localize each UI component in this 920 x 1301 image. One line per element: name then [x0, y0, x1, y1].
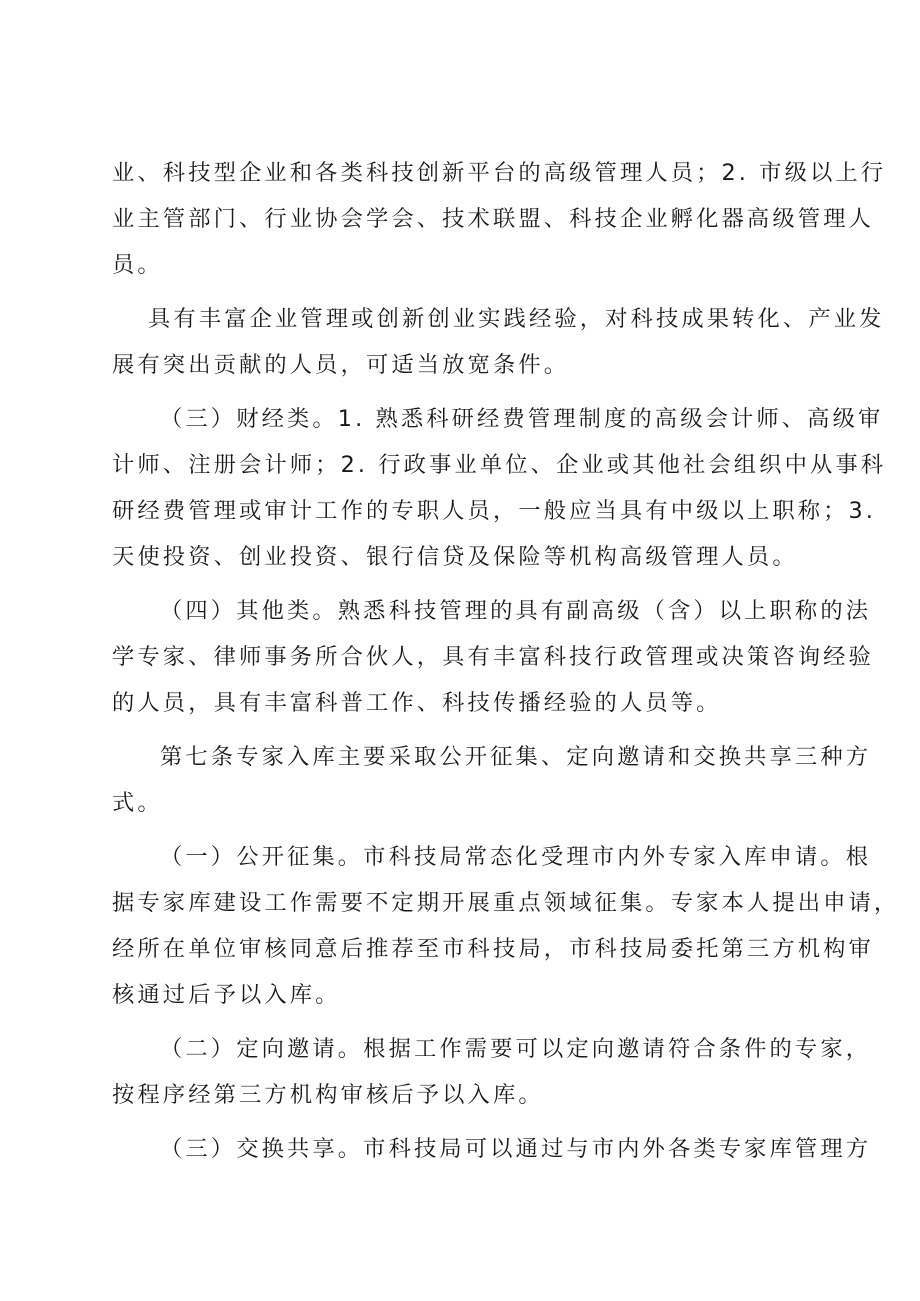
paragraph-exchange-sharing: [112, 1126, 872, 1172]
text-line: 业、科技型企业和各类科技创新平台的高级管理人员；2. 市级以上行: [112, 160, 887, 186]
text-line: 按程序经第三方机构审核后予以入库。: [112, 1082, 544, 1108]
text-line: 员。: [112, 252, 163, 278]
paragraph-qualifications-continued: [112, 150, 887, 288]
text-line: （一）公开征集。市科技局常态化受理市内外专家入库申请。根: [160, 844, 872, 870]
text-line: （二）定向邀请。根据工作需要可以定向邀请符合条件的专家，: [160, 1036, 872, 1062]
paragraph-public-solicitation: [112, 834, 900, 1018]
text-line: 研经费管理或审计工作的专职人员，一般应当具有中级以上职称；3.: [112, 498, 876, 524]
paragraph-relaxed-conditions: [112, 296, 885, 388]
paragraph-finance-category: [112, 396, 887, 580]
text-line: 展有突出贡献的人员，可适当放宽条件。: [112, 352, 570, 378]
paragraph-article-seven: [112, 734, 872, 826]
text-line: 具有丰富企业管理或创新创业实践经验，对科技成果转化、产业发: [148, 306, 885, 332]
text-line: 的人员，具有丰富科普工作、科技传播经验的人员等。: [112, 690, 722, 716]
document-body: [112, 150, 900, 1172]
text-line: 计师、注册会计师；2. 行政事业单位、企业或其他社会组织中从事科: [112, 452, 887, 478]
text-line: 学专家、律师事务所合伙人，具有丰富科技行政管理或决策咨询经验: [112, 644, 874, 670]
text-line: 据专家库建设工作需要不定期开展重点领域征集。专家本人提出申请，: [112, 890, 900, 916]
text-line: （三）财经类。1. 熟悉科研经费管理制度的高级会计师、高级审: [160, 406, 884, 432]
text-line: 经所在单位审核同意后推荐至市科技局，市科技局委托第三方机构审: [112, 936, 874, 962]
text-line: 天使投资、创业投资、银行信贷及保险等机构高级管理人员。: [112, 544, 798, 570]
text-line: 核通过后予以入库。: [112, 982, 341, 1008]
text-line: （四）其他类。熟悉科技管理的具有副高级（含）以上职称的法: [160, 598, 872, 624]
paragraph-other-category: [112, 588, 874, 726]
text-line: （三）交换共享。市科技局可以通过与市内外各类专家库管理方: [160, 1136, 872, 1162]
text-line: 式。: [112, 790, 163, 816]
paragraph-targeted-invitation: [112, 1026, 872, 1118]
text-line: 业主管部门、行业协会学会、技术联盟、科技企业孵化器高级管理人: [112, 206, 874, 232]
text-line: 第七条专家入库主要采取公开征集、定向邀请和交换共享三种方: [160, 744, 872, 770]
